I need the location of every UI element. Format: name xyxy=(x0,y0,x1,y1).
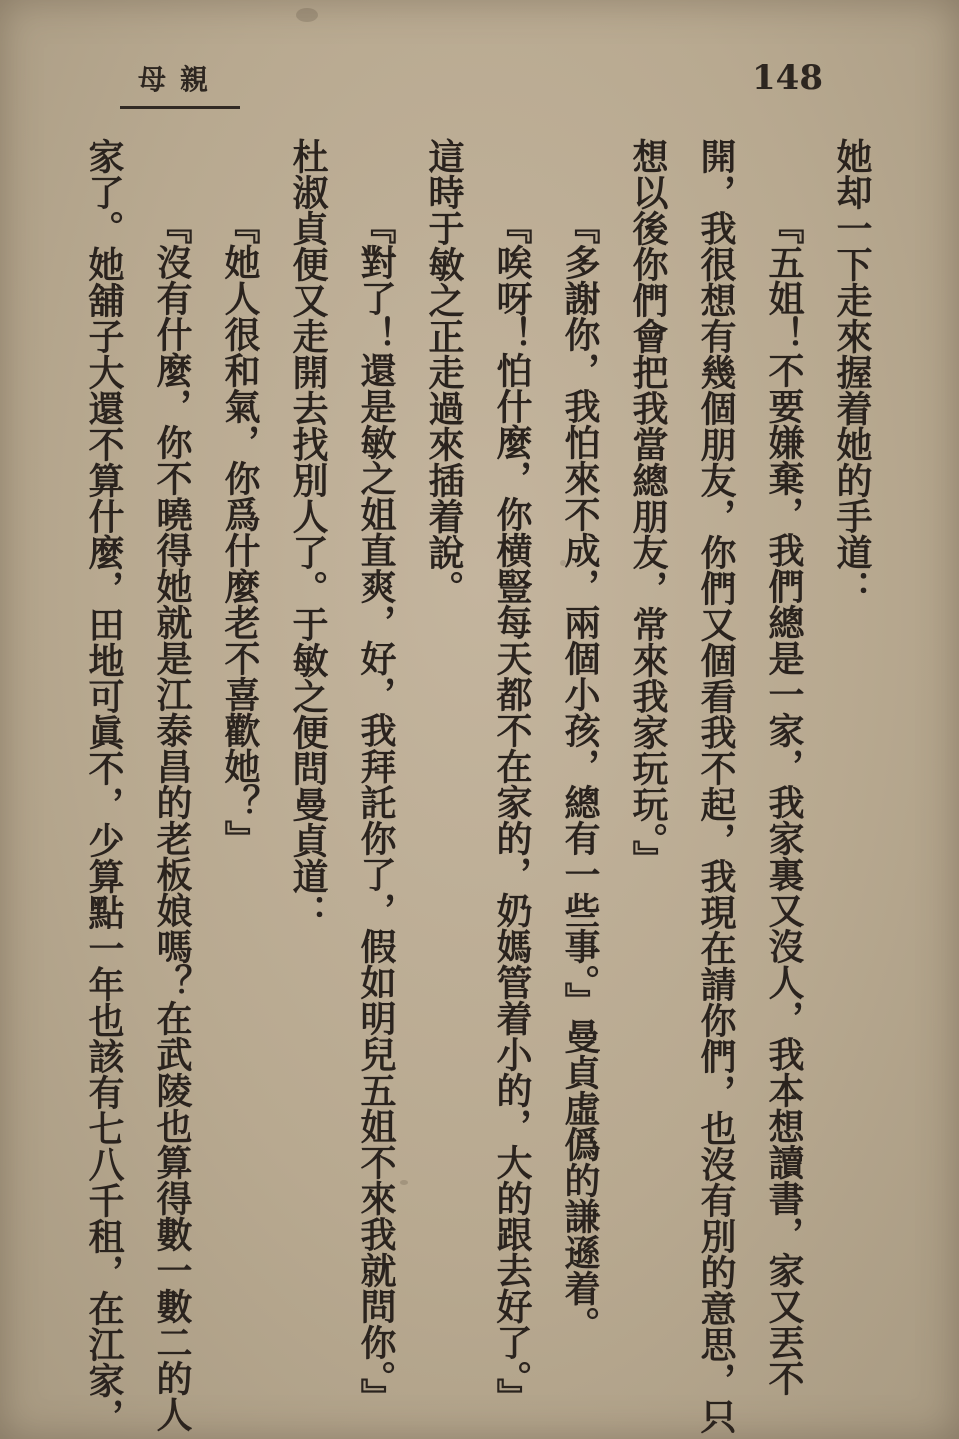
text-column-7: 這時于敏之正走過來插着說。 xyxy=(423,138,465,606)
text-column-9: 杜淑貞便又走開去找別人了。于敏之便問曼貞道： xyxy=(287,138,329,930)
paper-speck xyxy=(560,560,566,566)
text-column-8: 『對了！還是敏之姐直爽，好，我拜託你了，假如明兒五姐不來我就問你。』 xyxy=(355,208,397,1414)
text-column-11: 『沒有什麼，你不曉得她就是江泰昌的老板娘嗎？在武陵也算得數一數二的人 xyxy=(151,208,193,1432)
paper-stain xyxy=(296,8,318,22)
paper-speck xyxy=(400,1180,408,1185)
running-title: 母親 xyxy=(138,63,223,96)
text-column-2: 『五姐！不要嫌棄，我們總是一家，我家裏又沒人，我本想讀書，家又丟不 xyxy=(763,208,805,1396)
header-rule xyxy=(120,106,240,109)
page-number: 148 xyxy=(752,58,823,98)
text-column-1: 她却一下走來握着她的手道： xyxy=(831,138,873,606)
text-column-6: 『唉呀！怕什麼，你横豎每天都不在家的，奶媽管着小的，大的跟去好了。』 xyxy=(491,208,533,1414)
text-column-5: 『多謝你，我怕來不成，兩個小孩，總有一些事。』曼貞虛僞的謙遜着。 xyxy=(559,208,601,1342)
text-column-4: 想以後你們會把我當總朋友，常來我家玩玩。』 xyxy=(627,138,669,876)
text-column-10: 『她人很和氣，你爲什麼老不喜歡她？』 xyxy=(219,208,261,856)
text-column-3: 開，我很想有幾個朋友，你們又個看我不起，我現在請你們，也沒有別的意思，只 xyxy=(695,138,737,1434)
text-column-12: 家了。她舖子大還不算什麼，田地可眞不，少算點一年也該有七八千租，在江家， xyxy=(83,138,125,1434)
